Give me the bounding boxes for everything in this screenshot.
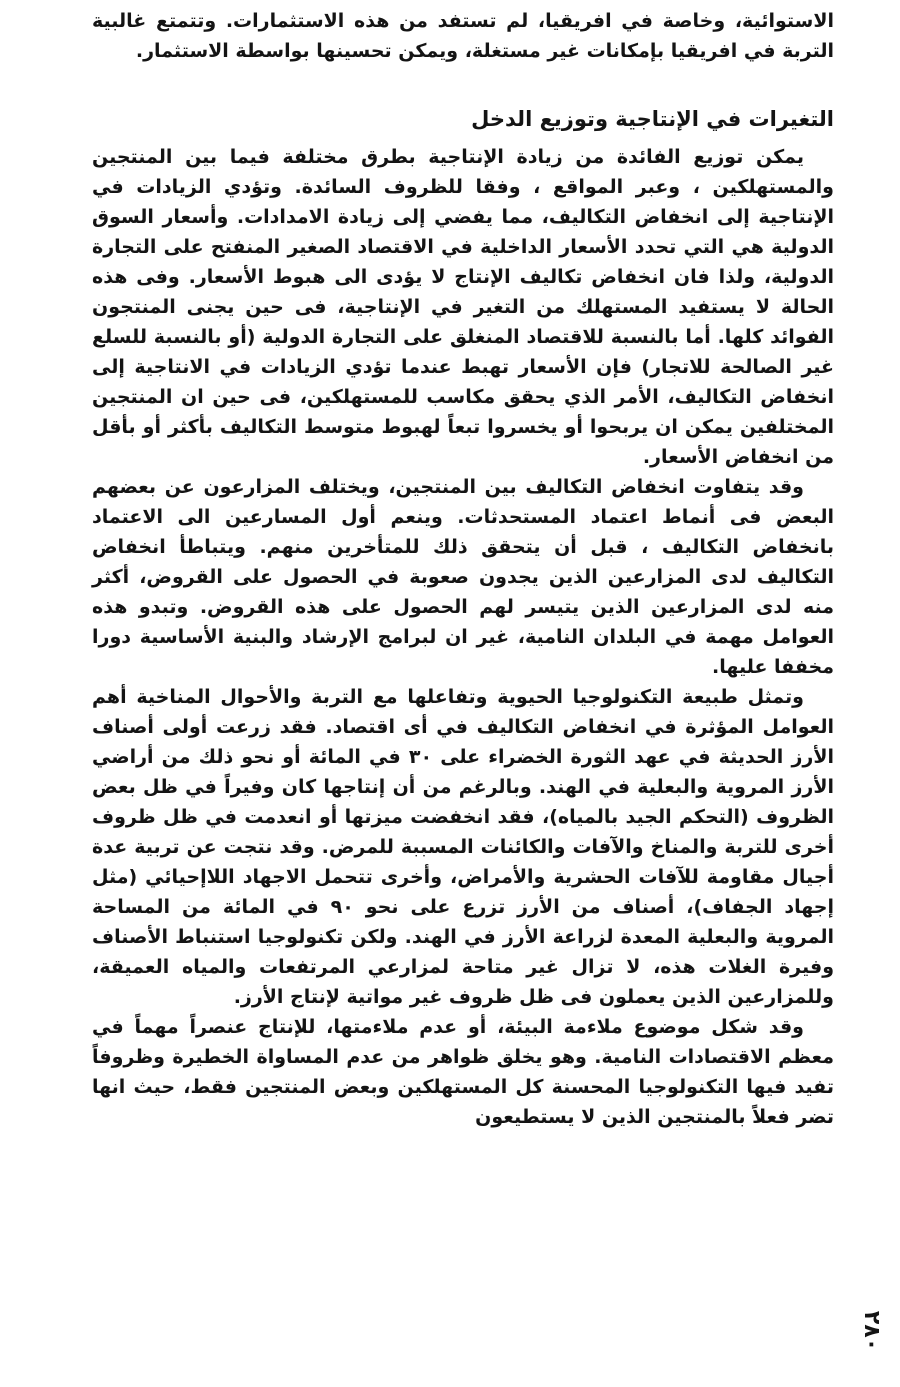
paragraph-4: وقد شكل موضوع ملاءمة البيئة، أو عدم ملاءمتها، للإنتاج عنصراً مهماً في معظم الاقتصادات النامية. وهو يخلق ظواهر من عدم المساواة الخطيرة وظروفاً تفيد فيها التكنولوجيا المحسنة كل المستهلكين وبعض المنتجين فقط، حيث انها تضر فعلاً بالمنتجين الذين لا يستطيعون <box>92 1016 834 1128</box>
section-heading: التغيرات في الإنتاجية وتوزيع الدخل <box>471 107 834 131</box>
continuation-paragraph: الاستوائية، وخاصة في افريقيا، لم تستفد من هذه الاستثمارات. وتتمتع غالبية التربة في افريقيا بإمكانات غير مستغلة، ويمكن تحسينها بواسطة الاستثمار. <box>92 10 834 62</box>
paragraph-3: وتمثل طبيعة التكنولوجيا الحيوية وتفاعلها مع التربة والأحوال المناخية أهم العوامل المؤثرة في انخفاض التكاليف في أى اقتصاد. فقد زرعت أولى أصناف الأرز الحديثة في عهد الثورة الخضراء على ٣٠ في المائة أو نحو ذلك من أراضي الأرز المروية والبعلية في الهند. وبالرغم من أن إنتاجها كان وفيراً في ظل بعض الظروف (التحكم الجيد بالمياه)، فقد انخفضت ميزتها أو انعدمت في ظل ظروف أخرى للتربة والمناخ والآفات والكائنات المسببة للمرض. وقد نتجت عن تربية عدة أجيال مقاومة للآفات الحشرية والأمراض، وأخرى تتحمل الاجهاد اللاإحيائي (مثل إجهاد الجفاف)، أصناف من الأرز تزرع على نحو ٩٠ في المائة من المساحة المروية والبعلية المعدة لزراعة الأرز في الهند. ولكن تكنولوجيا استنباط الأصناف وفيرة الغلات هذه، لا تزال غير متاحة لمزارعي المرتفعات والمياه العميقة، وللمزارعين الذين يعملون فى ظل ظروف غير مواتية لإنتاج الأرز. <box>92 686 834 1008</box>
page-text-block <box>92 6 834 1132</box>
page-number: ٢٨٠ <box>859 1310 885 1352</box>
paragraph-1: يمكن توزيع الفائدة من زيادة الإنتاجية بطرق مختلفة فيما بين المنتجين والمستهلكين ، وعبر المواقع ، وفقا للظروف السائدة. وتؤدي الزيادات في الإنتاجية إلى انخفاض التكاليف، مما يفضي إلى زيادة الامدادات. وأسعار السوق الدولية هي التي تحدد الأسعار الداخلية في الاقتصاد الصغير المنفتح على التجارة الدولية، ولذا فان انخفاض تكاليف الإنتاج لا يؤدى الى هبوط الأسعار. وفى هذه الحالة لا يستفيد المستهلك من التغير في الإنتاجية، فى حين يجنى المنتجون الفوائد كلها. أما بالنسبة للاقتصاد المنغلق على التجارة الدولية (أو بالنسبة للسلع غير الصالحة للاتجار) فإن الأسعار تهبط عندما تؤدي الزيادات في الانتاجية إلى انخفاض التكاليف، الأمر الذي يحقق مكاسب للمستهلكين، فى حين ان المنتجين المختلفين يمكن ان يربحوا أو يخسروا تبعاً لهبوط متوسط التكاليف بأكثر أو بأقل من انخفاض الأسعار. <box>92 146 834 468</box>
paragraph-2: وقد يتفاوت انخفاض التكاليف بين المنتجين، ويختلف المزارعون عن بعضهم البعض فى أنماط اعتماد المستحدثات. وينعم أول المسارعين الى الاعتماد بانخفاض التكاليف ، قبل أن يتحقق ذلك للمتأخرين منهم. ويتباطأ انخفاض التكاليف لدى المزارعين الذين يجدون صعوبة في الحصول على القروض، أكثر منه لدى المزارعين الذين يتيسر لهم الحصول على هذه القروض. وتبدو هذه العوامل مهمة في البلدان النامية، غير ان لبرامج الإرشاد والبنية الأساسية دورا مخففا عليها. <box>92 476 834 678</box>
